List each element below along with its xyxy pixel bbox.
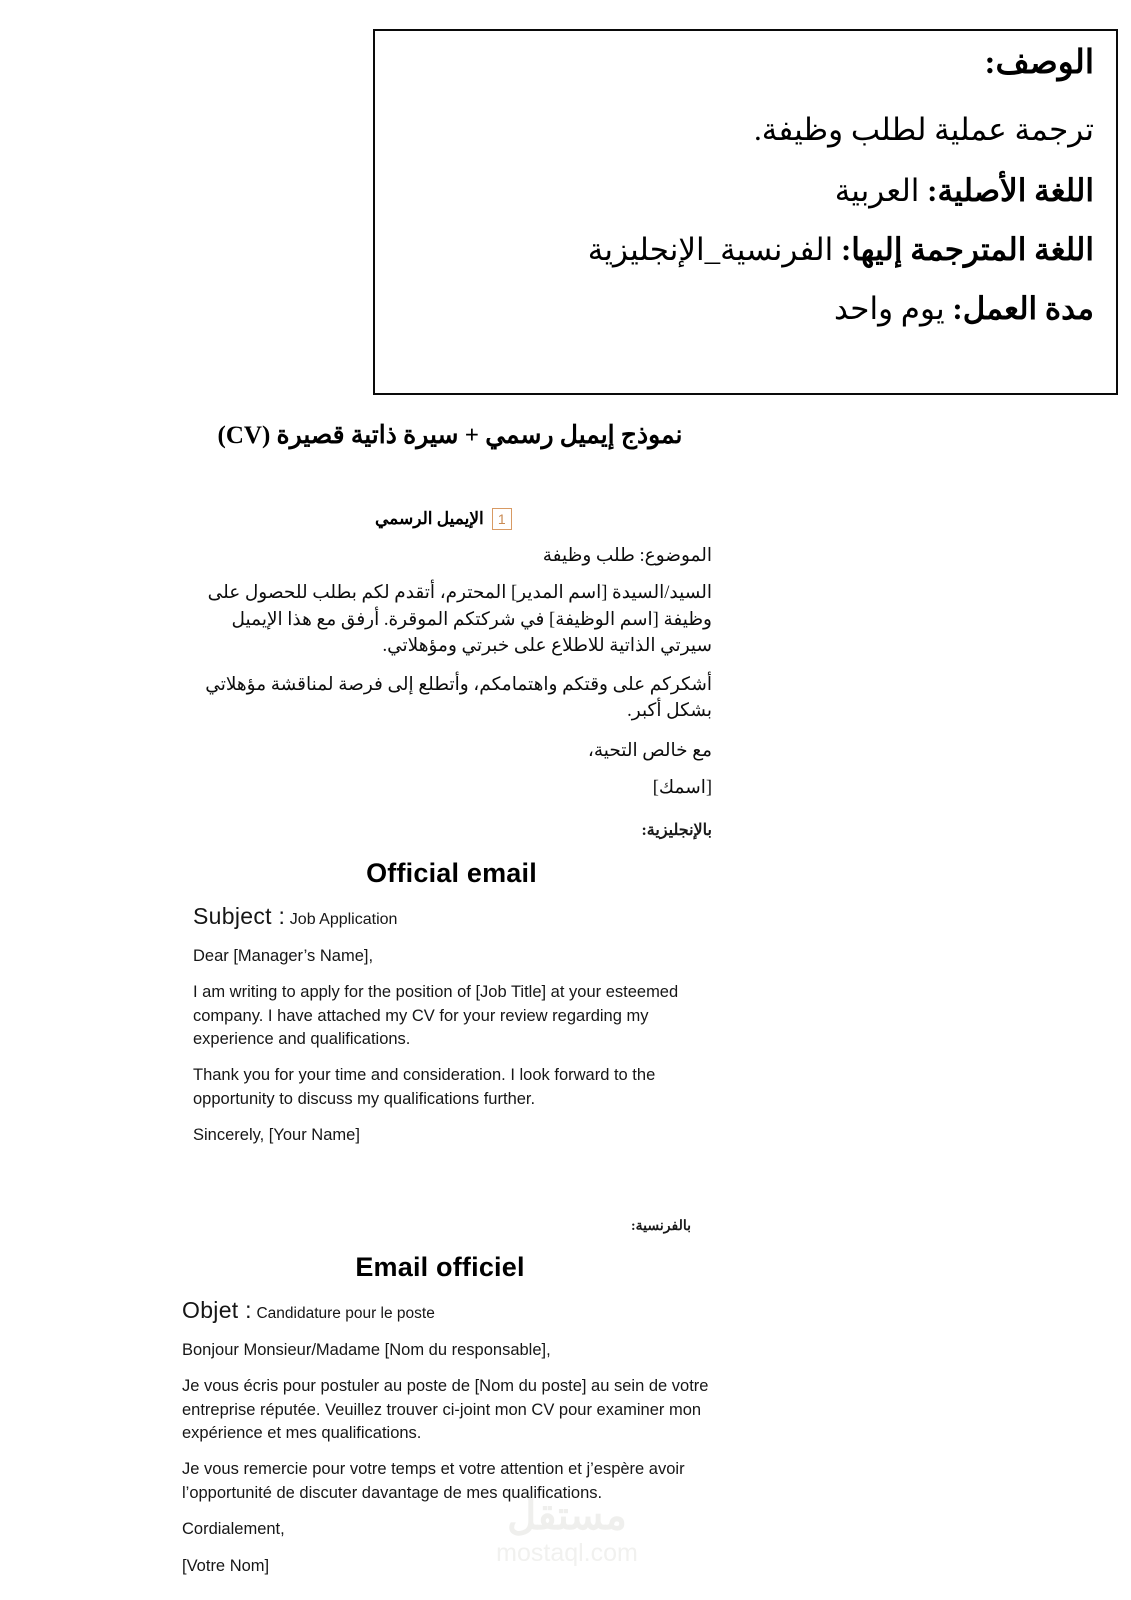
duration-value: يوم واحد xyxy=(834,291,945,326)
english-subject-row xyxy=(193,900,723,933)
english-greeting: Dear [Manager’s Name], xyxy=(193,946,374,965)
duration-row xyxy=(389,265,1094,324)
english-email-body xyxy=(193,900,723,1161)
english-section-title: Official email xyxy=(366,858,537,888)
french-greeting: Bonjour Monsieur/Madame [Nom du responsable], xyxy=(182,1340,551,1359)
english-paragraph-2: Thank you for your time and consideration. I look forward to the opportunity to discuss my qualifications further. xyxy=(193,1066,656,1108)
french-signature: [Votre Nom] xyxy=(182,1556,270,1575)
source-language-value: العربية xyxy=(834,173,920,208)
french-language-label: بالفرنسية: xyxy=(630,1219,691,1234)
arabic-subject-line: الموضوع: طلب وظيفة xyxy=(542,546,712,566)
step-number-badge: 1 xyxy=(492,508,512,530)
description-frame xyxy=(373,29,1118,395)
description-heading: الوصف: xyxy=(984,45,1094,81)
source-language-label: اللغة الأصلية: xyxy=(927,173,1094,208)
french-paragraph-1: Je vous écris pour postuler au poste de [Nom du poste] au sein de votre entreprise réputée. Veuillez trouver ci-joint mon CV pour examiner mon expérience et mes qualifications. xyxy=(182,1377,709,1442)
english-subject-key: Subject : xyxy=(193,903,286,929)
english-subject-value: Job Application xyxy=(289,911,398,928)
source-language-row xyxy=(389,145,1094,206)
watermark-brand-arabic: مستقل xyxy=(507,1493,627,1538)
description-summary: ترجمة عملية لطلب وظيفة. xyxy=(754,112,1094,147)
target-language-row xyxy=(389,206,1094,265)
english-language-label: بالإنجليزية: xyxy=(641,822,712,839)
french-subject-row xyxy=(182,1294,722,1327)
arabic-paragraph-2: أشكركم على وقتكم واهتمامكم، وأتطلع إلى فرصة لمناقشة مؤهلاتي بشكل أكبر. xyxy=(205,675,712,722)
target-language-label: اللغة المترجمة إليها: xyxy=(840,232,1094,267)
arabic-closing: مع خالص التحية، xyxy=(587,740,712,761)
french-subject-key: Objet : xyxy=(182,1297,252,1323)
arabic-signature: [اسمك] xyxy=(652,777,712,798)
duration-label: مدة العمل: xyxy=(952,291,1094,326)
section-one-label: الإيميل الرسمي xyxy=(375,509,484,528)
section-one-heading xyxy=(375,508,720,530)
english-paragraph-1: I am writing to apply for the position of [Job Title] at your esteemed company. I have attached my CV for your review regarding my experience and qualifications. xyxy=(193,983,679,1048)
arabic-paragraph-1: السيد/السيدة [اسم المدير] المحترم، أتقدم لكم بطلب للحصول على وظيفة [اسم الوظيفة] في شركتكم الموقرة. أرفق مع هذا الإيميل سيرتي الذاتية للاطلاع على خبرتي ومؤهلاتي. xyxy=(207,583,712,656)
french-section-title: Email officiel xyxy=(355,1252,525,1282)
french-paragraph-2: Je vous remercie pour votre temps et votre attention et j’espère avoir l’opportunité de discuter davantage de mes qualifications. xyxy=(182,1460,685,1502)
watermark-brand-url: mostaql.com xyxy=(496,1539,638,1567)
target-language-value: الفرنسية_الإنجليزية xyxy=(587,232,834,267)
arabic-email-body xyxy=(182,543,712,814)
english-closing: Sincerely, [Your Name] xyxy=(193,1126,360,1145)
french-subject-value: Candidature pour le poste xyxy=(256,1305,435,1322)
page-title: نموذج إيميل رسمي + سيرة ذاتية قصيرة (CV) xyxy=(217,422,683,449)
french-closing: Cordialement, xyxy=(182,1520,285,1539)
french-email-body xyxy=(182,1294,722,1591)
